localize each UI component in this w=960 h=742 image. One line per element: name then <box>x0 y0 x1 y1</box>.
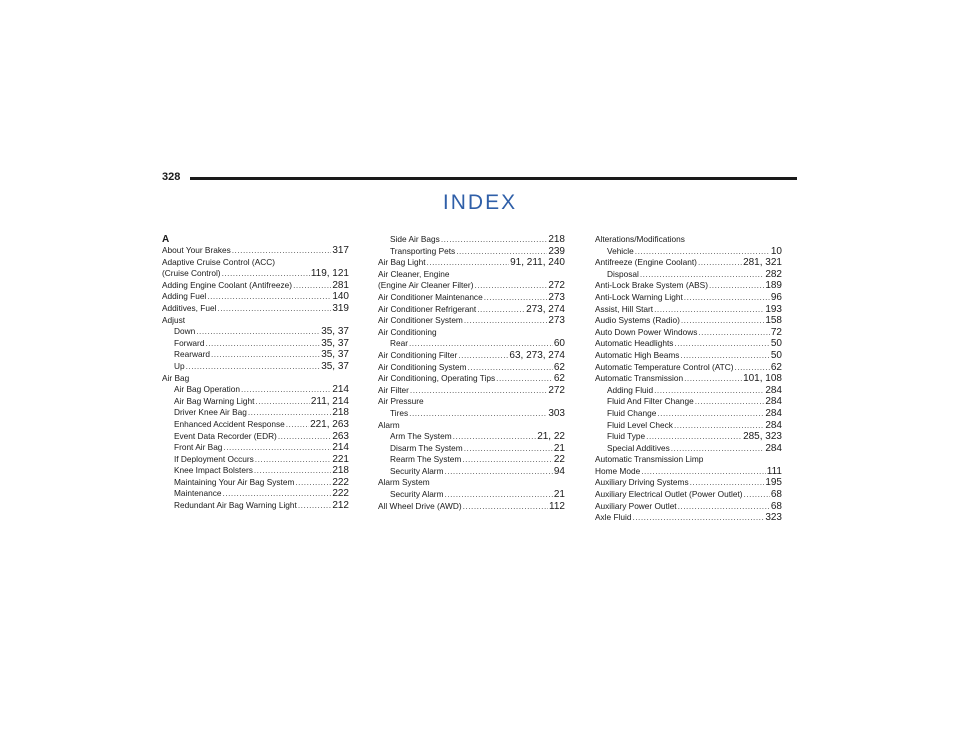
index-entry-text: Air Conditioning System <box>378 361 467 372</box>
index-page-ref: 72 <box>770 326 782 338</box>
index-page-ref: 50 <box>770 349 782 361</box>
index-page-ref: 35, 37 <box>321 337 349 349</box>
index-page-ref: 101, 108 <box>743 373 782 385</box>
index-entry-text: Side Air Bags <box>390 234 440 244</box>
dot-leader <box>222 268 310 280</box>
index-entry <box>162 442 349 454</box>
index-page-ref: 195 <box>765 477 782 489</box>
index-page-ref: 189 <box>765 280 782 292</box>
index-page-ref: 158 <box>765 315 782 327</box>
dot-leader <box>427 257 510 269</box>
dot-leader <box>255 396 309 408</box>
index-page-ref: 10 <box>770 245 782 257</box>
index-entry-text: Assist, Hill Start <box>595 303 654 314</box>
index-entry <box>595 512 782 524</box>
dot-leader <box>186 361 321 373</box>
index-page-ref: 218 <box>548 234 565 245</box>
index-entry <box>378 489 565 501</box>
index-entry <box>595 269 782 281</box>
dot-leader <box>298 500 331 512</box>
dot-leader <box>462 454 553 466</box>
index-entry <box>378 373 565 385</box>
index-entry-text: Air Bag Light <box>378 257 426 268</box>
index-page-ref: 284 <box>765 407 782 419</box>
index-entry-text: Air Bag Warning Light <box>174 395 255 406</box>
index-page-ref: 111 <box>766 465 782 477</box>
index-page-ref: 62 <box>553 373 565 385</box>
index-section-letter: A <box>162 234 170 245</box>
index-entry-text: Automatic Transmission <box>595 373 684 384</box>
index-entry <box>595 431 782 443</box>
index-entry <box>595 257 782 269</box>
dot-leader <box>255 454 332 466</box>
index-page-ref: 68 <box>770 489 782 501</box>
index-heading <box>378 396 565 408</box>
index-entry-text: Fluid Type <box>607 431 646 442</box>
index-entry-text: Redundant Air Bag Warning Light <box>174 500 297 511</box>
index-entry <box>162 488 349 500</box>
page-title: INDEX <box>442 191 518 214</box>
dot-leader <box>217 303 331 315</box>
dot-leader <box>654 385 764 397</box>
index-entry-text: Automatic Temperature Control (ATC) <box>595 361 734 372</box>
index-entry-text: Event Data Recorder (EDR) <box>174 430 277 441</box>
index-entry <box>162 454 349 466</box>
index-entry-text: Air Pressure <box>378 396 424 407</box>
index-entry <box>162 384 349 396</box>
index-heading <box>378 420 565 432</box>
index-entry <box>595 304 782 316</box>
index-heading <box>378 269 565 281</box>
index-entry-text: Home Mode <box>595 465 641 476</box>
index-page-ref: 323 <box>765 512 782 524</box>
index-entry-text: Enhanced Accident Response <box>174 418 285 429</box>
dot-leader <box>474 280 547 292</box>
page-number: 328 <box>162 171 181 183</box>
index-entry <box>162 419 349 431</box>
index-entry-text: Knee Impact Bolsters <box>174 465 253 476</box>
index-heading <box>162 315 349 327</box>
dot-leader <box>232 245 332 257</box>
index-heading <box>595 454 782 466</box>
dot-leader <box>671 443 765 455</box>
index-entry <box>378 315 565 327</box>
index-entry-text: If Deployment Occurs <box>174 453 254 464</box>
index-entry-text: Air Conditioning Filter <box>378 349 458 360</box>
dot-leader <box>409 408 547 420</box>
index-page-ref: 281, 321 <box>743 257 782 269</box>
index-entry-text: Up <box>174 360 185 371</box>
index-entry-text: Additives, Fuel <box>162 302 217 313</box>
index-entry-text: Air Bag <box>162 372 190 383</box>
index-entry-text: Air Conditioner Refrigerant <box>378 303 477 314</box>
index-entry-text: Vehicle <box>607 245 634 256</box>
index-page-ref: 239 <box>548 245 565 257</box>
index-page-ref: 21 <box>553 489 565 501</box>
index-entry <box>378 466 565 478</box>
index-column-3 <box>595 234 782 524</box>
index-entry <box>162 361 349 373</box>
index-page-ref: 112 <box>549 500 565 512</box>
index-heading <box>378 327 565 339</box>
index-entry-text: Air Filter <box>378 384 409 395</box>
index-entry-text: Security Alarm <box>390 489 444 500</box>
dot-leader <box>468 362 553 374</box>
dot-leader <box>211 349 320 361</box>
index-entry-text: Air Conditioning <box>378 326 437 337</box>
index-entry <box>378 257 565 269</box>
index-entry <box>378 246 565 258</box>
index-entry-text: Security Alarm <box>390 465 444 476</box>
index-entry <box>162 500 349 512</box>
index-entry <box>162 407 349 419</box>
index-entry <box>162 280 349 292</box>
index-page-ref: 319 <box>332 302 349 314</box>
index-entry-text: Disposal <box>607 268 639 279</box>
index-page-ref: 212 <box>332 500 349 512</box>
dot-leader <box>632 512 764 524</box>
index-entry <box>162 477 349 489</box>
index-page-ref: 218 <box>332 465 349 477</box>
dot-leader <box>674 338 769 350</box>
index-entry <box>162 349 349 361</box>
index-entry <box>595 385 782 397</box>
dot-leader <box>681 315 764 327</box>
dot-leader <box>458 350 508 362</box>
index-page-ref: 35, 37 <box>321 349 349 361</box>
dot-leader <box>410 385 547 397</box>
index-page-ref: 96 <box>770 291 782 303</box>
index-page-ref: 263 <box>332 430 349 442</box>
dot-leader <box>641 466 766 478</box>
dot-leader <box>196 326 320 338</box>
index-entry-text: Arm The System <box>390 431 452 442</box>
index-page-ref: 63, 273, 274 <box>509 349 565 361</box>
index-entry-text: Driver Knee Air Bag <box>174 407 247 418</box>
index-page-ref: 282 <box>765 268 782 280</box>
dot-leader <box>684 373 742 385</box>
index-entry <box>595 362 782 374</box>
index-page-ref: 272 <box>548 384 565 396</box>
index-page-ref: 91, 211, 240 <box>510 257 565 269</box>
index-page-ref: 21, 22 <box>537 431 565 443</box>
dot-leader <box>695 396 765 408</box>
index-page-ref: 214 <box>332 442 349 454</box>
index-entry <box>595 420 782 432</box>
index-page-ref: 221, 263 <box>310 418 349 430</box>
dot-leader <box>207 291 331 303</box>
index-page-ref: 284 <box>765 419 782 431</box>
index-entry <box>595 315 782 327</box>
index-entry-text: (Engine Air Cleaner Filter) <box>378 280 474 291</box>
dot-leader <box>463 501 548 513</box>
index-entry-text: Air Cleaner, Engine <box>378 268 450 279</box>
dot-leader <box>248 407 331 419</box>
index-entry-text: Disarm The System <box>390 442 463 453</box>
index-entry <box>162 338 349 350</box>
index-entry <box>595 246 782 258</box>
index-entry-text: Auxiliary Power Outlet <box>595 500 677 511</box>
index-page-ref: 284 <box>765 396 782 408</box>
index-page-ref: 272 <box>548 280 565 292</box>
dot-leader <box>295 477 331 489</box>
index-entry <box>378 350 565 362</box>
index-entry-text: Auxiliary Driving Systems <box>595 477 689 488</box>
index-entry-text: Adding Engine Coolant (Antifreeze) <box>162 279 293 290</box>
index-heading <box>162 373 349 385</box>
index-page-ref: 94 <box>553 465 565 477</box>
index-entry <box>595 489 782 501</box>
index-entry-text: Rear <box>390 338 408 349</box>
index-entry <box>595 477 782 489</box>
index-entry <box>595 338 782 350</box>
index-entry-text: Fluid And Filter Change <box>607 396 694 407</box>
index-entry <box>595 280 782 292</box>
dot-leader <box>496 373 553 385</box>
index-page-ref: 317 <box>332 245 349 256</box>
index-entry <box>378 280 565 292</box>
index-entry <box>162 303 349 315</box>
index-entry-text: Auxiliary Electrical Outlet (Power Outlet) <box>595 489 743 500</box>
dot-leader <box>441 234 548 246</box>
index-entry-text: Anti-Lock Brake System (ABS) <box>595 280 708 291</box>
index-page-ref: 60 <box>553 338 565 350</box>
index-entry-text: Special Additives <box>607 442 670 453</box>
index-page-ref: 303 <box>548 407 565 419</box>
index-entry-text: Axle Fluid <box>595 512 632 523</box>
index-page-ref: 68 <box>770 500 782 512</box>
index-entry <box>378 362 565 374</box>
dot-leader <box>734 362 769 374</box>
index-page-ref: 281 <box>332 279 349 291</box>
dot-leader <box>444 466 552 478</box>
index-entry <box>162 245 349 257</box>
dot-leader <box>223 488 332 500</box>
index-entry-text: Air Bag Operation <box>174 384 240 395</box>
index-entry-text: Air Conditioner System <box>378 315 463 326</box>
index-page-ref: 50 <box>770 338 782 350</box>
dot-leader <box>278 431 331 443</box>
header-rule <box>190 177 797 180</box>
index-entry <box>378 431 565 443</box>
index-entry-text: Maintenance <box>174 488 222 499</box>
dot-leader <box>484 292 548 304</box>
index-entry-text: Rearm The System <box>390 454 462 465</box>
index-page-ref: 21 <box>553 442 565 454</box>
index-entry <box>162 326 349 338</box>
index-entry <box>595 466 782 478</box>
dot-leader <box>409 338 553 350</box>
index-entry <box>378 443 565 455</box>
index-page-ref: 285, 323 <box>743 431 782 443</box>
index-entry-text: Automatic High Beams <box>595 349 680 360</box>
index-page-ref: 62 <box>553 361 565 373</box>
index-entry-text: About Your Brakes <box>162 245 231 255</box>
index-page-ref: 35, 37 <box>321 360 349 372</box>
index-page-ref: 273 <box>548 291 565 303</box>
index-entry <box>378 304 565 316</box>
index-entry <box>378 338 565 350</box>
index-entry-text: Fluid Change <box>607 407 657 418</box>
index-page-ref: 273 <box>548 315 565 327</box>
index-page-ref: 62 <box>770 361 782 373</box>
index-entry-text: Adding Fuel <box>162 291 207 302</box>
dot-leader <box>444 489 552 501</box>
index-entry-text: Audio Systems (Radio) <box>595 315 680 326</box>
index-column-1 <box>162 234 349 512</box>
index-entry-text: Adaptive Cruise Control (ACC) <box>162 256 275 267</box>
index-page-ref: 273, 274 <box>526 303 565 315</box>
index-entry <box>378 385 565 397</box>
index-entry-text: All Wheel Drive (AWD) <box>378 500 462 511</box>
index-page-ref: 214 <box>332 384 349 396</box>
dot-leader <box>698 257 742 269</box>
dot-leader <box>453 431 537 443</box>
index-entry <box>595 350 782 362</box>
index-entry <box>378 408 565 420</box>
dot-leader <box>654 304 764 316</box>
index-page-ref: 218 <box>332 407 349 419</box>
dot-leader <box>744 489 770 501</box>
index-heading <box>162 257 349 269</box>
dot-leader <box>241 384 331 396</box>
index-entry <box>595 327 782 339</box>
index-entry <box>595 373 782 385</box>
index-entry-text: Down <box>174 326 196 337</box>
index-entry-text: Forward <box>174 337 205 348</box>
dot-leader <box>635 246 770 258</box>
index-entry <box>162 396 349 408</box>
dot-leader <box>657 408 764 420</box>
dot-leader <box>205 338 320 350</box>
index-entry-text: Tires <box>390 407 409 418</box>
index-entry <box>378 454 565 466</box>
index-entry-text: (Cruise Control) <box>162 268 221 279</box>
index-page-ref: 284 <box>765 442 782 454</box>
index-entry-text: Anti-Lock Warning Light <box>595 291 683 302</box>
index-entry <box>162 268 349 280</box>
index-entry-text: Air Conditioning, Operating Tips <box>378 373 496 384</box>
index-page-ref: 221 <box>332 453 349 465</box>
index-column-2 <box>378 234 565 512</box>
dot-leader <box>293 280 331 292</box>
dot-leader <box>680 350 769 362</box>
dot-leader <box>477 304 525 316</box>
dot-leader <box>464 443 553 455</box>
dot-leader <box>709 280 764 292</box>
index-entry <box>595 501 782 513</box>
index-entry-text: Alterations/Modifications <box>595 234 685 244</box>
index-entry <box>595 408 782 420</box>
index-page-ref: 211, 214 <box>310 395 349 407</box>
index-entry-text: Automatic Headlights <box>595 338 674 349</box>
dot-leader <box>254 465 331 477</box>
index-entry-text: Adjust <box>162 314 186 325</box>
index-entry-text: Rearward <box>174 349 210 360</box>
index-entry-text: Antifreeze (Engine Coolant) <box>595 257 697 268</box>
index-entry <box>162 465 349 477</box>
index-entry <box>378 501 565 513</box>
index-entry-text: Air Conditioner Maintenance <box>378 291 483 302</box>
index-entry-text: Fluid Level Check <box>607 419 673 430</box>
index-entry-text: Front Air Bag <box>174 442 223 453</box>
index-heading <box>378 477 565 489</box>
index-heading <box>595 234 782 246</box>
dot-leader <box>223 442 331 454</box>
index-entry-text: Alarm <box>378 419 400 430</box>
index-page-ref: 119, 121 <box>310 268 349 280</box>
index-entry <box>378 292 565 304</box>
dot-leader <box>698 327 770 339</box>
dot-leader <box>690 477 765 489</box>
index-entry <box>595 292 782 304</box>
dot-leader <box>640 269 764 281</box>
dot-leader <box>456 246 547 258</box>
dot-leader <box>678 501 770 513</box>
index-page-ref: 222 <box>332 476 349 488</box>
index-page-ref: 140 <box>332 291 349 303</box>
dot-leader <box>646 431 742 443</box>
dot-leader <box>286 419 309 431</box>
index-entry <box>595 443 782 455</box>
dot-leader <box>684 292 770 304</box>
index-entry-text: Adding Fluid <box>607 384 654 395</box>
index-entry <box>595 396 782 408</box>
index-entry-text: Auto Down Power Windows <box>595 326 698 337</box>
index-entry-text: Transporting Pets <box>390 245 456 256</box>
dot-leader <box>464 315 547 327</box>
index-entry-text: Alarm System <box>378 477 430 488</box>
index-entry-text: Maintaining Your Air Bag System <box>174 476 295 487</box>
index-page-ref: 284 <box>765 384 782 396</box>
index-page-ref: 35, 37 <box>321 326 349 338</box>
index-page-ref: 222 <box>332 488 349 500</box>
index-entry-text: Automatic Transmission Limp <box>595 454 704 465</box>
index-page-ref: 22 <box>553 454 565 466</box>
index-entry <box>162 291 349 303</box>
index-page-ref: 193 <box>765 303 782 315</box>
index-entry <box>378 234 565 246</box>
index-entry <box>162 431 349 443</box>
dot-leader <box>674 420 764 432</box>
